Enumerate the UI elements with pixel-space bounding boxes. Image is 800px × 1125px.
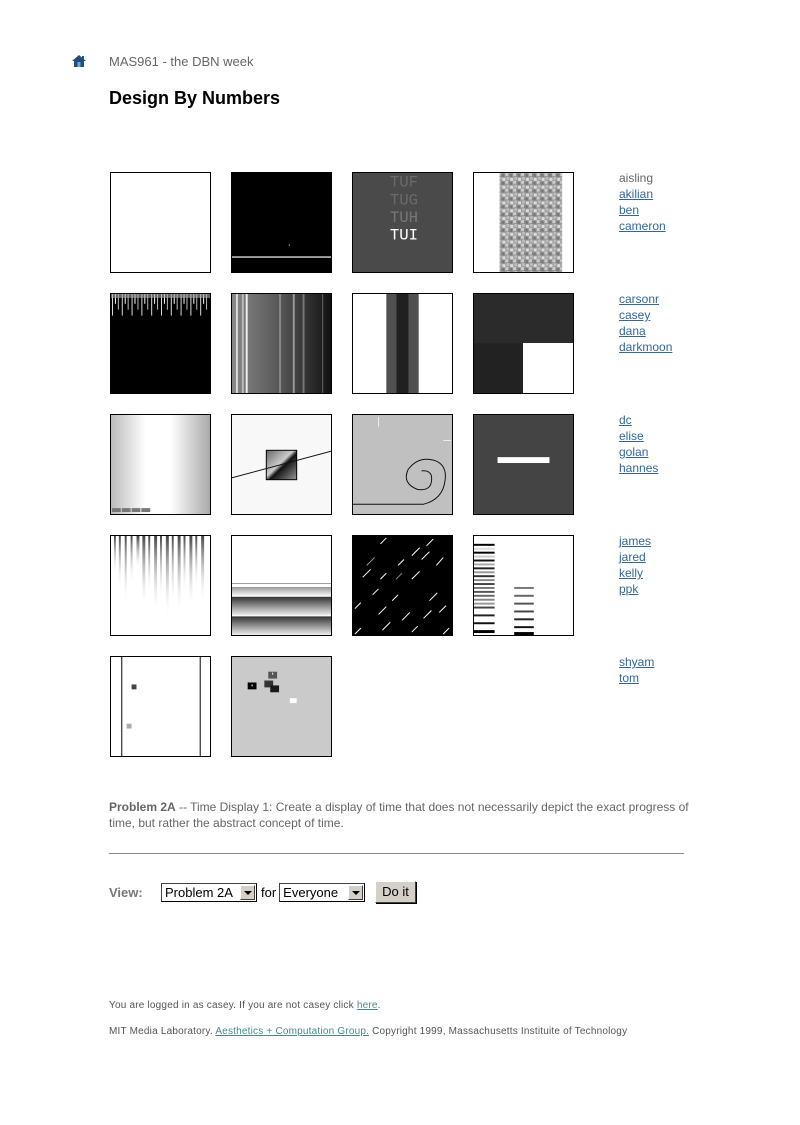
logout-link[interactable]: here — [356, 1000, 378, 1011]
thumbnail-aisling[interactable] — [110, 172, 211, 273]
login-status — [109, 1000, 381, 1011]
thumbnail-tom[interactable] — [231, 656, 332, 757]
course-title: MAS961 - the DBN week — [109, 54, 254, 69]
thumbnail-darkmoon[interactable] — [473, 293, 574, 394]
thumbnail-dc[interactable] — [110, 414, 211, 515]
login-prefix: You are logged in as casey. If you are not casey click — [109, 1000, 357, 1011]
name-link-jared[interactable]: jared — [619, 550, 646, 564]
name-link-ben[interactable]: ben — [619, 203, 640, 217]
chevron-down-icon[interactable] — [240, 885, 255, 900]
name-link-kelly[interactable]: kelly — [619, 566, 644, 580]
name-link-tom[interactable]: tom — [619, 671, 640, 685]
name-list-row-4 — [619, 533, 651, 597]
for-label: for — [261, 884, 277, 900]
thumbnail-cameron[interactable] — [473, 172, 574, 273]
problem-select-value: Problem 2A — [165, 884, 233, 900]
problem-select[interactable] — [161, 883, 257, 902]
view-label: View: — [109, 884, 143, 900]
thumbnail-golan[interactable] — [352, 414, 453, 515]
user-select-value: Everyone — [283, 884, 339, 900]
name-link-hannes[interactable]: hannes — [619, 461, 659, 475]
thumbnail-ben[interactable] — [352, 172, 453, 273]
name-list-row-1 — [619, 170, 666, 234]
thumbnail-ppk[interactable] — [473, 535, 574, 636]
ben-text-3: TUH — [389, 209, 419, 228]
divider — [109, 853, 684, 854]
name-aisling: aisling — [619, 171, 654, 185]
thumbnail-james[interactable] — [110, 535, 211, 636]
name-list-row-3 — [619, 412, 658, 476]
credit-prefix: MIT Media Laboratory. — [109, 1026, 216, 1037]
thumbnail-dana[interactable] — [352, 293, 453, 394]
acg-link[interactable]: Aesthetics + Computation Group. — [215, 1026, 370, 1037]
ben-text-4: TUI — [389, 226, 419, 245]
problem-title: Problem 2A — [109, 800, 176, 814]
thumbnail-hannes[interactable] — [473, 414, 574, 515]
name-link-golan[interactable]: golan — [619, 445, 649, 459]
thumbnail-casey[interactable] — [231, 293, 332, 394]
name-list-row-2 — [619, 291, 672, 355]
credit-suffix: Copyright 1999, Massachusetts Instituite of Technology — [369, 1026, 628, 1037]
name-link-ppk[interactable]: ppk — [619, 582, 639, 596]
login-suffix: . — [377, 1000, 381, 1011]
name-link-dc[interactable]: dc — [619, 413, 632, 427]
name-link-casey[interactable]: casey — [619, 308, 651, 322]
home-icon[interactable] — [71, 54, 87, 68]
name-list-row-5 — [619, 654, 654, 686]
thumbnail-akilian[interactable] — [231, 172, 332, 273]
ben-text-2: TUG — [389, 191, 419, 210]
do-it-button[interactable]: Do it — [375, 881, 416, 903]
ben-text-1: TUF — [389, 173, 419, 192]
thumbnail-carsonr[interactable] — [110, 293, 211, 394]
name-link-elise[interactable]: elise — [619, 429, 644, 443]
name-link-cameron[interactable]: cameron — [619, 219, 666, 233]
problem-description — [109, 799, 689, 831]
user-select[interactable] — [279, 883, 365, 902]
name-link-darkmoon[interactable]: darkmoon — [619, 340, 673, 354]
view-form — [109, 880, 416, 904]
thumbnail-elise[interactable] — [231, 414, 332, 515]
name-link-dana[interactable]: dana — [619, 324, 646, 338]
name-link-shyam[interactable]: shyam — [619, 655, 655, 669]
credits — [109, 1026, 627, 1037]
problem-text: -- Time Display 1: Create a display of time that does not necessarily depict the exact progress of time, but rather the abstract concept of time. — [109, 800, 689, 830]
thumbnail-kelly[interactable] — [352, 535, 453, 636]
thumbnail-jared[interactable] — [231, 535, 332, 636]
thumbnail-shyam[interactable] — [110, 656, 211, 757]
chevron-down-icon[interactable] — [348, 885, 363, 900]
name-link-carsonr[interactable]: carsonr — [619, 292, 660, 306]
page-title: Design By Numbers — [109, 88, 281, 108]
name-link-james[interactable]: james — [619, 534, 652, 548]
name-link-akilian[interactable]: akilian — [619, 187, 654, 201]
